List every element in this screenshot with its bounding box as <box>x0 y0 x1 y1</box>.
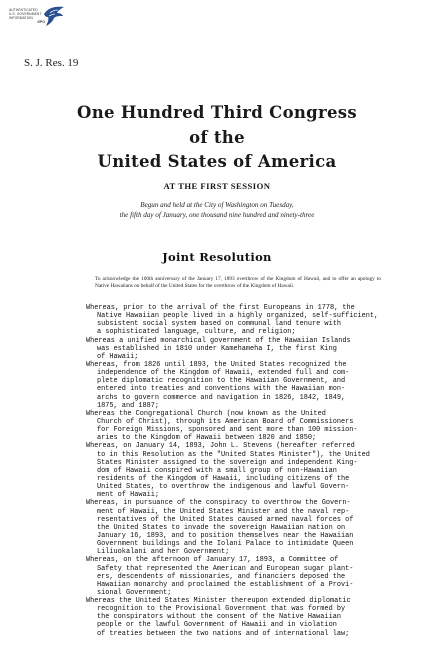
resolution-number: S. J. Res. 19 <box>24 57 79 69</box>
session-heading: AT THE FIRST SESSION <box>163 181 271 191</box>
whereas-line: United States, to overthrow the indigenous and lawful Govern- <box>97 483 350 492</box>
held-line-2: the fifth day of January, one thousand nine hundred and ninety-three <box>119 211 315 219</box>
whereas-line: ment of Hawaii, the United States Minister and the naval rep- <box>97 507 350 516</box>
whereas-line: was established in 1810 under Kamehameha I, the first King <box>97 344 337 353</box>
whereas-line: the conspirators without the consent of the Native Hawaiian <box>97 613 341 622</box>
resolution-preamble: To acknowledge the 100th anniversary of the January 17, 1893 overthrow of the Kingdom of Hawaii, and to offer an apology to Native Hawaiians on behalf of the United States for the overthrow of the Kingdom of Hawaii. <box>95 276 381 289</box>
whereas-line: Hawaiian monarchy and proclaimed the establishment of a Provi- <box>97 580 354 589</box>
gpo-line-2: U.S. GOVERNMENT <box>9 12 42 16</box>
gpo-mark: GPO <box>37 20 45 24</box>
whereas-line: States Minister assigned to the sovereign and independent King- <box>97 458 358 467</box>
whereas-line: Whereas, from 1826 until 1893, the United States recognized the <box>86 360 347 369</box>
eagle-icon <box>42 4 66 28</box>
whereas-line: for Foreign Missions, sponsored and sent more than 100 mission- <box>97 426 358 435</box>
whereas-line: Whereas a unified monarchical government of the Hawaiian Islands <box>86 336 351 345</box>
whereas-line: recognition to the Provisional Government that was formed by <box>97 605 346 614</box>
whereas-line: of Hawaii; <box>97 352 139 361</box>
whereas-line: aries to the Kingdom of Hawaii between 1820 and 1850; <box>97 434 317 443</box>
whereas-line: sional Government; <box>97 588 172 597</box>
gpo-authentication-seal <box>4 2 64 32</box>
whereas-line: resentatives of the United States caused armed naval forces of <box>97 515 354 524</box>
whereas-line: Whereas, prior to the arrival of the first Europeans in 1778, the <box>86 304 355 312</box>
whereas-line: January 16, 1893, and to position themselves near the Hawaiian <box>97 531 354 540</box>
whereas-clauses <box>86 304 381 638</box>
whereas-line: ment of Hawaii; <box>97 491 160 500</box>
whereas-line: ers, descendents of missionaries, and financiers deposed the <box>97 572 346 581</box>
whereas-line: Safety that represented the American and European sugar plant- <box>97 564 354 573</box>
whereas-line: Whereas the United States Minister thereupon extended diplomatic <box>86 597 351 606</box>
congress-title-line-2: of the <box>189 128 245 147</box>
congress-title-line-3: United States of America <box>97 152 337 171</box>
gpo-line-1: AUTHENTICATED <box>9 8 38 12</box>
whereas-line: Liliuokalani and her Government; <box>97 548 230 557</box>
whereas-line: Native Hawaiian people lived in a highly organized, self-sufficient, <box>97 312 379 321</box>
whereas-line: subsistent social system based on communal land tenure with <box>97 320 341 329</box>
whereas-line: Church of Christ), through its American Board of Commissioners <box>97 417 354 426</box>
whereas-line: residents of the Kingdom of Hawaii, including citizens of the <box>97 474 350 483</box>
whereas-line: Government buildings and the Iolani Palace to intimidate Queen <box>97 540 354 549</box>
whereas-line: to in this Resolution as the "United States Minister"), the United <box>97 450 370 459</box>
joint-resolution-heading: Joint Resolution <box>162 250 272 264</box>
held-line-1: Begun and held at the City of Washington on Tuesday, <box>140 201 294 209</box>
gpo-authentication-text <box>9 8 45 24</box>
whereas-line: dom of Hawaii conspired with a small group of non-Hawaiian <box>97 466 337 475</box>
whereas-line: Whereas, on January 14, 1893, John L. Stevens (hereafter referred <box>86 442 355 451</box>
whereas-line: people or the lawful Government of Hawaii and in violation <box>97 621 337 630</box>
whereas-line: archs to govern commerce and navigation in 1826, 1842, 1849, <box>97 393 346 402</box>
whereas-line: independence of the Kingdom of Hawaii, extended full and com- <box>97 369 350 378</box>
whereas-line: a sophisticated language, culture, and religion; <box>97 328 296 337</box>
whereas-line: plete diplomatic recognition to the Hawaiian Government, and <box>97 377 346 386</box>
whereas-line: entered into treaties and conventions with the Hawaiian mon- <box>97 385 346 394</box>
congress-title-line-1: One Hundred Third Congress <box>77 103 357 122</box>
whereas-line: Whereas the Congregational Church (now known as the United <box>86 409 326 418</box>
gpo-line-3: INFORMATION <box>9 16 33 20</box>
whereas-line: of treaties between the two nations and of international law; <box>97 629 350 638</box>
whereas-line: Whereas, in pursuance of the conspiracy to overthrow the Govern- <box>86 499 351 508</box>
whereas-line: 1875, and 1887; <box>97 401 160 410</box>
whereas-line: the United States to invade the sovereign Hawaiian nation on <box>97 523 346 532</box>
whereas-line: Whereas, on the afternoon of January 17, 1893, a Committee of <box>86 556 339 565</box>
